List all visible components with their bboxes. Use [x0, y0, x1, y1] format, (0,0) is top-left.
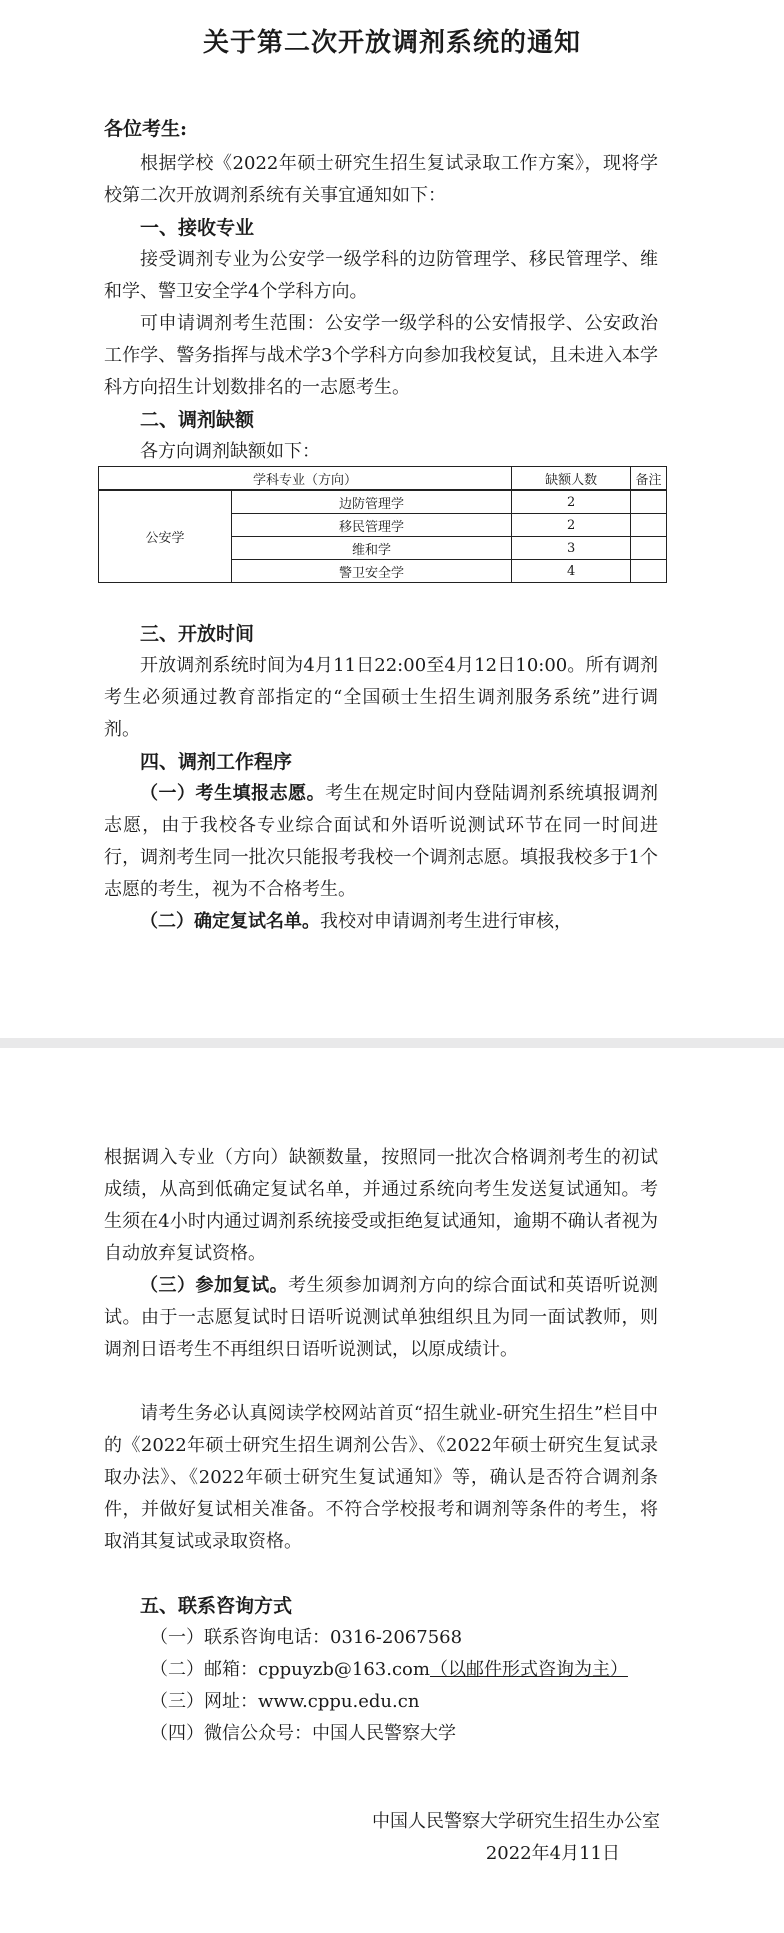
table-cell-note [631, 514, 667, 537]
table-cell-note [631, 560, 667, 583]
wechat-label: （四）微信公众号： [150, 1723, 312, 1744]
salutation: 各位考生: [104, 118, 188, 140]
contact-wechat [150, 1718, 456, 1750]
table-cell-count: 4 [512, 560, 631, 583]
intro-paragraph: 根据学校《2022年硕士研究生招生复试录取工作方案》，现将学校第二次开放调剂系统有关事宜通知如下： [104, 153, 658, 206]
document-page-2 [0, 1048, 784, 1933]
document-title: 关于第二次开放调剂系统的通知 [202, 28, 581, 58]
quota-table [98, 466, 667, 583]
contact-email [150, 1654, 628, 1686]
table-cell-direction: 维和学 [232, 537, 512, 560]
phone-label: （一）联系咨询电话： [150, 1627, 330, 1648]
section-1-paragraph-2: 可申请调剂考生范围：公安学一级学科的公安情报学、公安政治工作学、警务指挥与战术学3个学科方向参加我校复试，且未进入本学科方向招生计划数排名的一志愿考生。 [104, 313, 658, 398]
table-header-count: 缺额人数 [512, 467, 631, 491]
table-cell-note [631, 537, 667, 560]
item-2-continued: 根据调入专业（方向）缺额数量，按照同一批次合格调剂考生的初试成绩，从高到低确定复试名单，并通过系统向考生发送复试通知。考生须在4小时内通过调剂系统接受或拒绝复试通知，逾期不确认者视为自动放弃复试资格。 [104, 1147, 658, 1264]
table-cell-note [631, 490, 667, 514]
table-group-cell: 公安学 [99, 490, 232, 583]
table-cell-direction: 边防管理学 [232, 490, 512, 514]
table-cell-count: 2 [512, 490, 631, 514]
item-1-label: （一）考生填报志愿。 [140, 783, 326, 804]
website-label: （三）网址： [150, 1691, 258, 1712]
email-note: （以邮件形式咨询为主） [429, 1659, 628, 1680]
website-url[interactable]: www.cppu.edu.cn [258, 1691, 420, 1712]
table-header-direction: 学科专业（方向） [99, 467, 512, 491]
signature-date: 2022年4月11日 [485, 1843, 620, 1864]
contact-website [150, 1686, 419, 1718]
item-3-label: （三）参加复试。 [140, 1275, 289, 1296]
signature-org: 中国人民警察大学研究生招生办公室 [372, 1811, 660, 1832]
section-heading-4: 四、调剂工作程序 [140, 751, 293, 773]
section-heading-2: 二、调剂缺额 [140, 409, 255, 431]
section-4-item-2 [104, 906, 658, 938]
item-2-label: （二）确定复试名单。 [140, 911, 320, 932]
section-1-paragraph-1: 接受调剂专业为公安学一级学科的边防管理学、移民管理学、维和学、警卫安全学4个学科方向。 [104, 249, 658, 302]
section-2-paragraph-1: 各方向调剂缺额如下： [140, 441, 320, 462]
table-cell-count: 3 [512, 537, 631, 560]
section-heading-3: 三、开放时间 [140, 623, 255, 645]
item-2-text: 我校对申请调剂考生进行审核， [320, 911, 572, 932]
email-address[interactable]: cppuyzb@163.com [258, 1659, 430, 1680]
section-heading-5: 五、联系咨询方式 [140, 1595, 293, 1617]
section-4-item-3 [104, 1270, 658, 1366]
notice-paragraph: 请考生务必认真阅读学校网站首页“招生就业-研究生招生”栏目中的《2022年硕士研究生招生调剂公告》、《2022年硕士研究生复试录取办法》、《2022年硕士研究生复试通知》等，确认是否符合调剂条件，并做好复试相关准备。不符合学校报考和调剂等条件的考生，将取消其复试或录取资格。 [104, 1403, 658, 1552]
table-cell-direction: 移民管理学 [232, 514, 512, 537]
table-header-note: 备注 [631, 467, 667, 491]
table-cell-direction: 警卫安全学 [232, 560, 512, 583]
phone-number[interactable]: 0316-2067568 [330, 1627, 463, 1648]
item-3-text: 考生须参加调剂方向的综合面试和英语听说测试。由于一志愿复试时日语听说测试单独组织且为同一面试教师，则调剂日语考生不再组织日语听说测试，以原成绩计。 [104, 1275, 659, 1360]
contact-phone [150, 1622, 462, 1654]
section-heading-1: 一、接收专业 [140, 217, 255, 239]
section-3-paragraph-1: 开放调剂系统时间为4月11日22:00至4月12日10:00。所有调剂考生必须通过教育部指定的“全国硕士生招生调剂服务系统”进行调剂。 [104, 655, 658, 740]
wechat-account: 中国人民警察大学 [312, 1723, 456, 1744]
item-1-text: 考生在规定时间内登陆调剂系统填报调剂志愿，由于我校各专业综合面试和外语听说测试环节在同一时间进行，调剂考生同一批次只能报考我校一个调剂志愿。填报我校多于1个志愿的考生，视为不合格考生。 [104, 783, 659, 900]
section-4-item-1 [104, 778, 658, 906]
email-label: （二）邮箱： [150, 1659, 258, 1680]
table-cell-count: 2 [512, 514, 631, 537]
table-header-row [99, 467, 667, 491]
table-row [99, 490, 667, 514]
